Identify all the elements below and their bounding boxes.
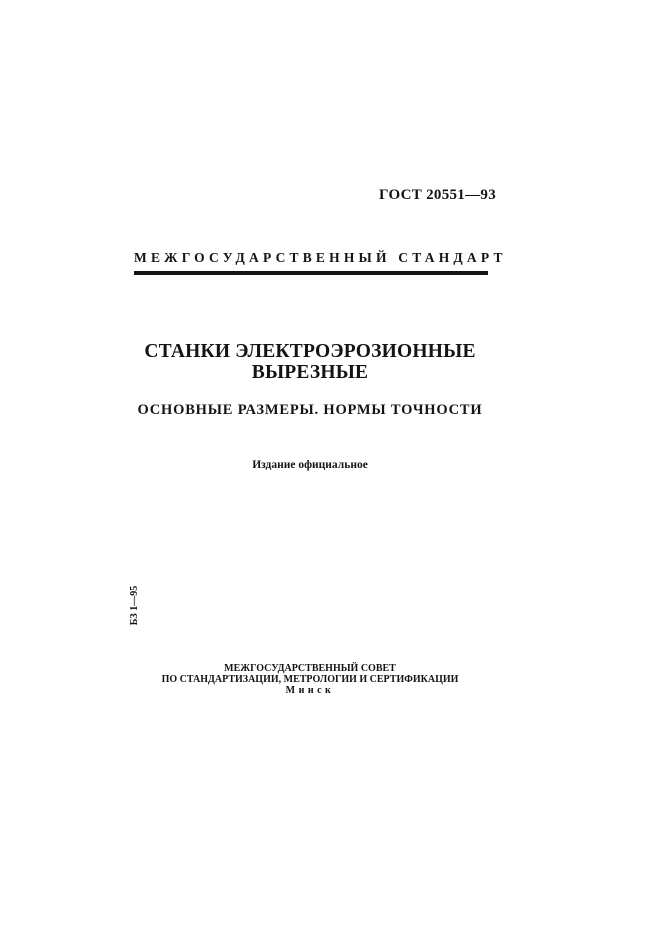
document-subtitle: ОСНОВНЫЕ РАЗМЕРЫ. НОРМЫ ТОЧНОСТИ — [137, 402, 483, 418]
header-rule — [134, 271, 488, 275]
document-title — [60, 341, 560, 383]
publisher-line-1: МЕЖГОСУДАРСТВЕННЫЙ СОВЕТ — [224, 663, 396, 674]
side-registration-mark — [128, 583, 142, 628]
side-registration-text: БЗ 1—95 — [129, 585, 141, 626]
publisher-block — [110, 663, 510, 696]
publisher-line-2: ПО СТАНДАРТИЗАЦИИ, МЕТРОЛОГИИ И СЕРТИФИКАЦИИ — [161, 674, 459, 685]
title-line-1: СТАНКИ ЭЛЕКТРОЭРОЗИОННЫЕ — [144, 341, 476, 362]
title-line-2: ВЫРЕЗНЫЕ — [251, 362, 369, 383]
edition-note: Издание официальное — [252, 459, 368, 471]
standard-type-heading: МЕЖГОСУДАРСТВЕННЫЙ СТАНДАРТ — [134, 250, 507, 265]
gost-number: ГОСТ 20551—93 — [379, 187, 497, 203]
publisher-city: Минск — [285, 685, 335, 696]
